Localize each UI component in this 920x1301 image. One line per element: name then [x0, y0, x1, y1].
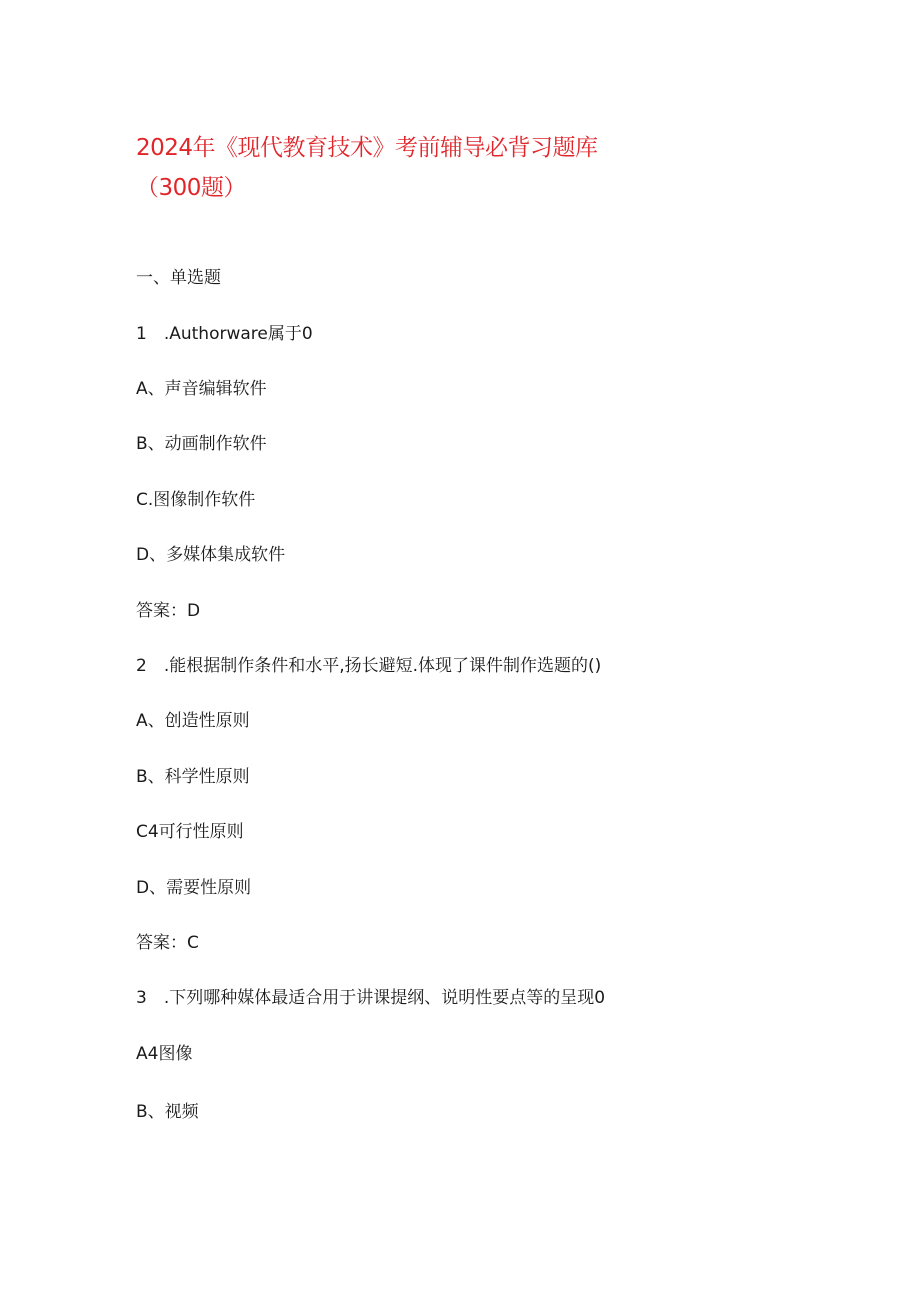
title-line-1: 2024年《现代教育技术》考前辅导必背习题库: [136, 135, 598, 161]
question-1-option-a: A、声音编辑软件: [136, 379, 267, 399]
title-line-2: （300题）: [136, 175, 246, 201]
document-title: [136, 128, 796, 208]
question-2-option-a: A、创造性原则: [136, 711, 250, 731]
question-1-text: 1 .Authorware属于0: [136, 324, 313, 344]
section-heading: 一、单选题: [136, 268, 221, 288]
question-1-option-c: C.图像制作软件: [136, 490, 256, 510]
question-1-answer: 答案：D: [136, 601, 201, 621]
question-2-answer: 答案：C: [136, 933, 199, 953]
question-1-option-b: B、动画制作软件: [136, 434, 267, 454]
question-3-text: 3 .下列哪种媒体最适合用于讲课提纲、说明性要点等的呈现0: [136, 988, 606, 1008]
question-2-option-d: D、需要性原则: [136, 878, 252, 898]
question-1-option-d: D、多媒体集成软件: [136, 545, 286, 565]
question-3-option-b: B、视频: [136, 1102, 199, 1122]
question-3-option-a: A4图像: [136, 1044, 193, 1064]
question-2-option-c: C4可行性原则: [136, 822, 244, 842]
question-2-option-b: B、科学性原则: [136, 767, 250, 787]
question-2-text: 2 .能根据制作条件和水平,扬长避短.体现了课件制作选题的(): [136, 656, 602, 676]
